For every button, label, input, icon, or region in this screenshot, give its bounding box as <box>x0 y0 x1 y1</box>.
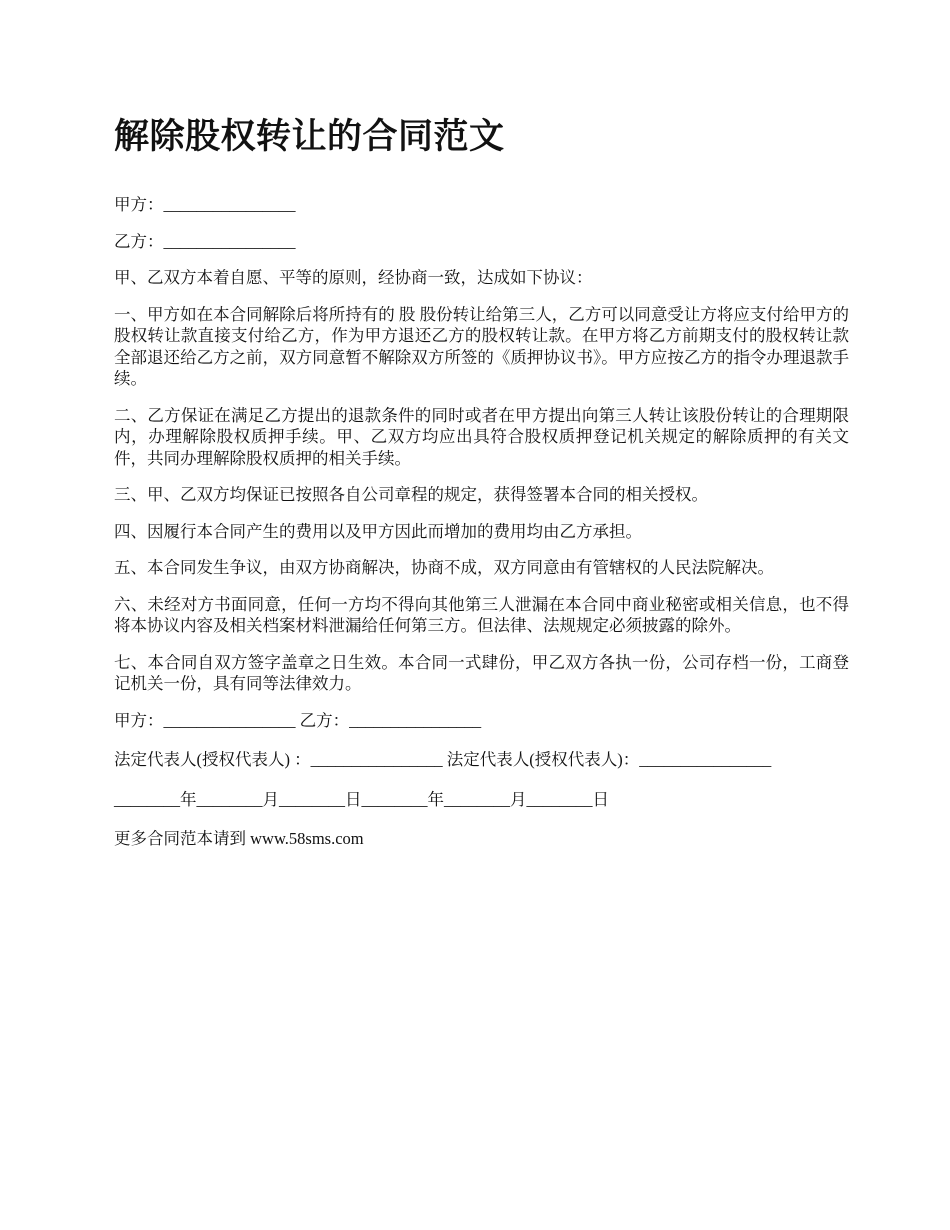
clause-1: 一、甲方如在本合同解除后将所持有的 股 股份转让给第三人，乙方可以同意受让方将应支付给甲方的股权转让款直接支付给乙方，作为甲方退还乙方的股权转让款。在甲方将乙方前期支付的股权转让款全部退还给乙方之前，双方同意暂不解除双方所签的《质押协议书》。甲方应按乙方的指令办理退款手续。 <box>114 304 849 388</box>
intro-paragraph: 甲、乙双方本着自愿、平等的原则，经协商一致，达成如下协议： <box>114 268 593 287</box>
clause-3: 三、甲、乙双方均保证已按照各自公司章程的规定，获得签署本合同的相关授权。 <box>114 485 708 504</box>
signature-date-line: ________年________月________日________年________月________日 <box>114 789 609 809</box>
party-a-line: 甲方：________________ <box>114 195 296 214</box>
party-b-line: 乙方：________________ <box>114 231 296 251</box>
footer-link-text: 更多合同范本请到 www.58sms.com <box>114 829 364 848</box>
clause-5: 五、本合同发生争议，由双方协商解决，协商不成，双方同意由有管辖权的人民法院解决。 <box>114 558 774 577</box>
clause-2: 二、乙方保证在满足乙方提出的退款条件的同时或者在甲方提出向第三人转让该股份转让的合理期限内，办理解除股权质押手续。甲、乙双方均应出具符合股权质押登记机关规定的解除质押的有关文件，共同办理解除股权质押的相关手续。 <box>114 405 849 468</box>
signature-parties-line: 甲方：________________ 乙方：________________ <box>114 710 482 730</box>
clause-7: 七、本合同自双方签字盖章之日生效。本合同一式肆份，甲乙双方各执一份，公司存档一份，工商登记机关一份，具有同等法律效力。 <box>114 652 849 693</box>
contract-document <box>114 112 849 865</box>
signature-representatives-line: 法定代表人(授权代表人) ：________________ 法定代表人(授权代表人)：________________ <box>114 750 772 769</box>
document-title: 解除股权转让的合同范文 <box>114 117 505 156</box>
clause-6: 六、未经对方书面同意，任何一方均不得向其他第三人泄漏在本合同中商业秘密或相关信息，也不得将本协议内容及相关档案材料泄漏给任何第三方。但法律、法规规定必须披露的除外。 <box>114 594 849 635</box>
clause-4: 四、因履行本合同产生的费用以及甲方因此而增加的费用均由乙方承担。 <box>114 521 642 541</box>
